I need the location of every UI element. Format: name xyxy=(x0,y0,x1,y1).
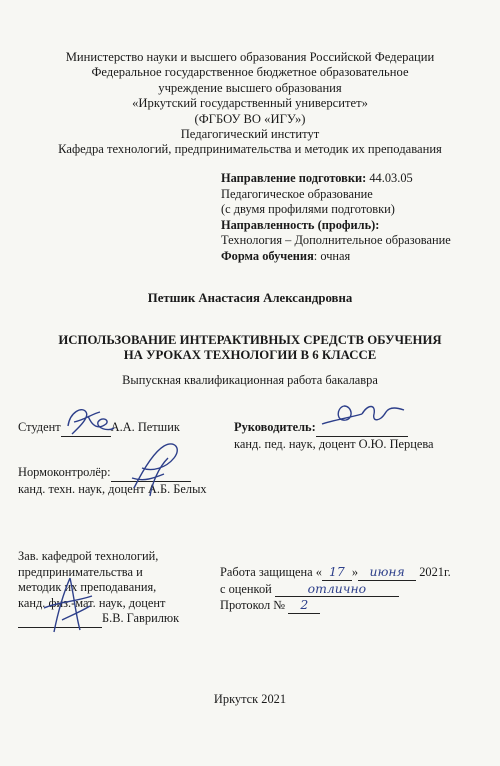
supervisor-label: Руководитель: xyxy=(234,420,316,434)
work-type: Выпускная квалификационная работа бакалавра xyxy=(122,373,378,387)
direction-line-2: Педагогическое образование xyxy=(221,186,373,201)
city-year: Иркутск 2021 xyxy=(213,692,287,706)
defense-block xyxy=(220,564,451,614)
normcontrol-label: Нормоконтролёр: xyxy=(18,465,111,479)
supervisor-signature xyxy=(318,400,408,430)
defense-mid: » xyxy=(351,565,359,579)
student-signature xyxy=(62,404,116,440)
work-title xyxy=(0,333,500,363)
header-line-3: учреждение высшего образования xyxy=(158,80,342,95)
grade-value: отлично xyxy=(275,581,399,598)
grade-label: с оценкой xyxy=(220,581,272,596)
normcontrol-degree: канд. техн. наук, доцент А.Б. Белых xyxy=(18,481,207,496)
head-line-1: Зав. кафедрой технологий, xyxy=(18,549,159,563)
author-name: Петшик Анастасия Александровна xyxy=(147,291,353,305)
header-line-2: Федеральное государственное бюджетное образовательное xyxy=(91,65,409,80)
form-label: Форма обучения xyxy=(221,248,314,263)
student-label: Студент xyxy=(18,420,61,434)
head-name: Б.В. Гаврилюк xyxy=(102,611,180,626)
direction-line-3: (с двумя профилями подготовки) xyxy=(221,202,395,217)
head-line-4: канд. физ.-мат. наук, доцент xyxy=(18,595,166,610)
protocol-number: 2 xyxy=(288,597,320,614)
head-signature xyxy=(40,572,96,636)
protocol-label: Протокол № xyxy=(220,598,286,613)
direction-code: 44.03.05 xyxy=(366,171,413,185)
head-line-2: предпринимательства и xyxy=(18,564,143,579)
profile-label: Направленность (профиль): xyxy=(221,217,380,232)
direction-block xyxy=(221,171,491,265)
defense-day: 17 xyxy=(322,564,352,581)
form-value: : очная xyxy=(313,248,351,263)
defense-year: 2021г. xyxy=(416,565,451,579)
header-line-1: Министерство науки и высшего образования Российской Федерации xyxy=(65,50,435,64)
profile-value: Технология – Дополнительное образование xyxy=(221,233,451,248)
head-line-3: методик их преподавания, xyxy=(18,580,157,595)
header-line-6: Педагогический институт xyxy=(180,127,320,142)
work-title-line-2: НА УРОКАХ ТЕХНОЛОГИИ В 6 КЛАССЕ xyxy=(123,348,377,362)
institution-header xyxy=(0,50,500,158)
work-title-line-1: ИСПОЛЬЗОВАНИЕ ИНТЕРАКТИВНЫХ СРЕДСТВ ОБУЧЕНИЯ xyxy=(58,333,442,347)
header-line-5: (ФГБОУ ВО «ИГУ») xyxy=(194,111,306,126)
defense-month: июня xyxy=(358,564,416,581)
defense-prefix: Работа защищена « xyxy=(220,565,322,579)
supervisor-degree: канд. пед. наук, доцент О.Ю. Перцева xyxy=(234,436,434,451)
normcontrol-signature xyxy=(124,438,188,500)
header-line-4: «Иркутский государственный университет» xyxy=(132,96,368,111)
student-name: А.А. Петшик xyxy=(110,420,180,434)
direction-label: Направление подготовки: xyxy=(221,171,367,185)
header-line-7: Кафедра технологий, предпринимательства и методик их преподавания xyxy=(58,142,442,157)
